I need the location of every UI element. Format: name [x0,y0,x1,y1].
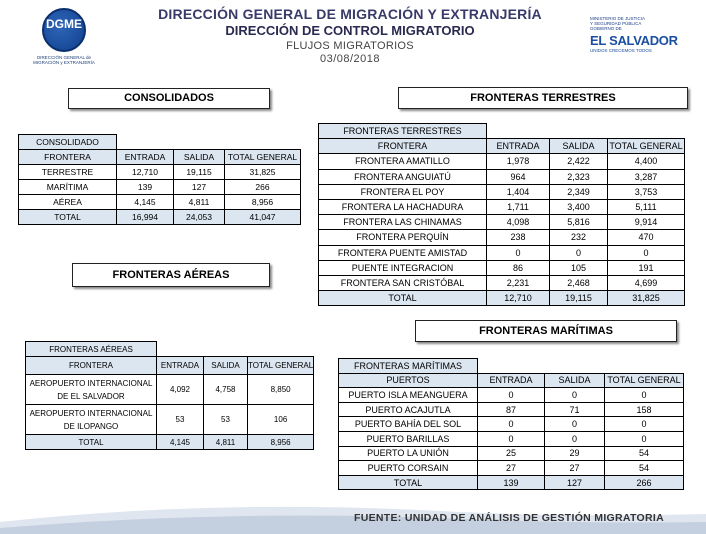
gov-logo-line3: GOBIERNO DE [590,26,622,31]
table-cell: 0 [605,388,684,403]
table-cell: MARÍTIMA [19,180,117,195]
table-cell: TOTAL [319,291,487,306]
table-cell: 27 [478,461,545,476]
table-cell: 53 [204,405,248,435]
table-cell: 1,404 [487,184,550,199]
gov-logo-name: EL SALVADOR [590,33,678,48]
table-row [339,446,684,461]
table-cell: 31,825 [225,165,301,180]
column-header: TOTAL GENERAL [605,373,684,388]
table-cell: 19,115 [550,291,608,306]
table-cell: 31,825 [608,291,685,306]
table-row [319,275,685,290]
table-row [339,461,684,476]
table-cell: 0 [478,417,545,432]
table-cell: 5,111 [608,199,685,214]
table-cell: 2,422 [550,154,608,169]
table-cell: 266 [605,475,684,490]
table-cell: 238 [487,230,550,245]
table-caption: FRONTERAS AÉREAS [26,342,157,357]
table-cell: 4,145 [157,435,204,450]
table-cell: 0 [605,431,684,446]
table-total-row [339,475,684,490]
table-cell: 3,287 [608,169,685,184]
table-row [319,260,685,275]
column-header: SALIDA [550,139,608,154]
logo-caption: DIRECCIÓN GENERAL de MIGRACIÓN y EXTRANJERÍA [33,55,95,65]
table-row [319,169,685,184]
column-header: SALIDA [174,150,225,165]
table-cell: FRONTERA AMATILLO [319,154,487,169]
report-date: 03/08/2018 [319,53,381,65]
table-cell: 3,753 [608,184,685,199]
table-cell: 12,710 [117,165,174,180]
table-cell: 3,400 [550,199,608,214]
table-row [319,199,685,214]
table-total-row [319,291,685,306]
table-cell: 232 [550,230,608,245]
table-cell: PUERTO BARILLAS [339,431,478,446]
column-header: PUERTOS [339,373,478,388]
table-cell: TOTAL [19,210,117,225]
table-cell: AÉREA [19,195,117,210]
table-cell: 127 [545,475,605,490]
column-header: ENTRADA [487,139,550,154]
table-cell: TERRESTRE [19,165,117,180]
table-cell: 2,349 [550,184,608,199]
table-cell: PUERTO CORSAIN [339,461,478,476]
table-cell: 0 [545,417,605,432]
table-cell: 29 [545,446,605,461]
column-header: TOTAL GENERAL [248,357,314,375]
table-row [19,180,301,195]
table-cell: 12,710 [487,291,550,306]
table-row [26,405,314,435]
table-cell: 19,115 [174,165,225,180]
table-cell: FRONTERA EL POY [319,184,487,199]
table-cell: 4,098 [487,215,550,230]
table-row [19,165,301,180]
table-cell: FRONTERA ANGUIATÚ [319,169,487,184]
table-cell: 127 [174,180,225,195]
table-cell: 2,231 [487,275,550,290]
table-cell: 0 [545,431,605,446]
table-cell: 0 [478,388,545,403]
gov-logo-line1: MINISTERIO DE JUSTICIA [590,16,646,21]
table-cell: 41,047 [225,210,301,225]
column-header: SALIDA [204,357,248,375]
gov-logo-line2: Y SEGURIDAD PÚBLICA [590,21,642,26]
consolidado-table [18,134,301,225]
table-row [339,417,684,432]
source-note: FUENTE: UNIDAD DE ANÁLISIS DE GESTIÓN MIGRATORIA [354,512,664,524]
table-cell: 53 [157,405,204,435]
table-cell: 0 [608,245,685,260]
table-cell: 0 [545,388,605,403]
section-heading-terrestres: FRONTERAS TERRESTRES [398,87,688,109]
section-heading-consolidados: CONSOLIDADOS [68,88,270,109]
table-cell: 54 [605,446,684,461]
table-cell: TOTAL [26,435,157,450]
table-row [319,154,685,169]
table-cell: FRONTERA PUENTE AMISTAD [319,245,487,260]
table-cell: 191 [608,260,685,275]
page-title: DIRECCIÓN GENERAL DE MIGRACIÓN Y EXTRANJERÍA [158,6,542,22]
table-header-row [26,357,314,375]
dgme-logo [28,8,100,74]
table-cell: 24,053 [174,210,225,225]
table-cell: AEROPUERTO INTERNACIONAL DE ILOPANGO [26,405,157,435]
table-cell: 1,978 [487,154,550,169]
table-cell: 4,092 [157,375,204,405]
table-header-row [319,139,685,154]
column-header: TOTAL GENERAL [225,150,301,165]
table-cell: 4,699 [608,275,685,290]
table-cell: PUERTO BAHÍA DEL SOL [339,417,478,432]
table-cell: 4,145 [117,195,174,210]
column-header: ENTRADA [117,150,174,165]
table-cell: 0 [605,417,684,432]
table-total-row [19,210,301,225]
table-cell: 27 [545,461,605,476]
section-heading-aereas: FRONTERAS AÉREAS [72,263,270,287]
table-cell: 9,914 [608,215,685,230]
table-cell: 54 [605,461,684,476]
table-cell: PUENTE INTEGRACION [319,260,487,275]
table-cell: AEROPUERTO INTERNACIONAL DE EL SALVADOR [26,375,157,405]
table-row [319,184,685,199]
table-cell: PUERTO LA UNIÓN [339,446,478,461]
table-cell: 0 [550,245,608,260]
table-cell: 470 [608,230,685,245]
table-cell: 4,811 [204,435,248,450]
column-header: FRONTERA [26,357,157,375]
table-cell: 4,400 [608,154,685,169]
table-cell: 139 [478,475,545,490]
table-cell: 0 [478,431,545,446]
table-cell: PUERTO ACAJUTLA [339,402,478,417]
table-cell: 4,758 [204,375,248,405]
table-cell: 106 [248,405,314,435]
table-header-row [339,373,684,388]
table-cell: 25 [478,446,545,461]
table-row [26,375,314,405]
table-cell: TOTAL [339,475,478,490]
maritimas-table [338,358,684,490]
table-cell: 5,816 [550,215,608,230]
table-cell: 1,711 [487,199,550,214]
table-cell: 16,994 [117,210,174,225]
table-caption: CONSOLIDADO [19,135,117,150]
column-header: ENTRADA [478,373,545,388]
table-cell: 158 [605,402,684,417]
government-logo [590,16,680,66]
column-header: FRONTERA [19,150,117,165]
table-caption: FRONTERAS MARÍTIMAS [339,359,478,374]
section-heading-maritimas: FRONTERAS MARÍTIMAS [415,320,677,342]
table-row [339,402,684,417]
table-header-row [19,150,301,165]
table-cell: FRONTERA LAS CHINAMAS [319,215,487,230]
table-row [319,215,685,230]
column-header: SALIDA [545,373,605,388]
table-caption-row [19,135,301,150]
table-cell: 2,468 [550,275,608,290]
table-cell: FRONTERA LA HACHADURA [319,199,487,214]
column-header: TOTAL GENERAL [608,139,685,154]
table-cell: FRONTERA PERQUÍN [319,230,487,245]
aereas-table [25,341,314,450]
table-cell: 8,956 [248,435,314,450]
table-total-row [26,435,314,450]
table-row [319,230,685,245]
column-header: FRONTERA [319,139,487,154]
table-cell: 266 [225,180,301,195]
terrestres-table [318,123,685,306]
table-row [319,245,685,260]
table-cell: 0 [487,245,550,260]
table-caption-row [319,124,685,139]
table-cell: 8,850 [248,375,314,405]
table-row [339,388,684,403]
table-caption-row [339,359,684,374]
column-header: ENTRADA [157,357,204,375]
gov-logo-tagline: UNIDOS CRECEMOS TODOS [590,48,652,53]
table-cell: 86 [487,260,550,275]
table-cell: 105 [550,260,608,275]
table-cell: 139 [117,180,174,195]
table-caption-row [26,342,314,357]
table-row [19,195,301,210]
table-row [339,431,684,446]
report-name: FLUJOS MIGRATORIOS [286,40,414,52]
table-cell: PUERTO ISLA MEANGUERA [339,388,478,403]
logo-letters: DGME [46,17,82,31]
table-cell: 2,323 [550,169,608,184]
table-caption: FRONTERAS TERRESTRES [319,124,487,139]
table-cell: 4,811 [174,195,225,210]
table-cell: 71 [545,402,605,417]
page-subtitle: DIRECCIÓN DE CONTROL MIGRATORIO [225,23,475,38]
table-cell: FRONTERA SAN CRISTÓBAL [319,275,487,290]
table-cell: 964 [487,169,550,184]
table-cell: 8,956 [225,195,301,210]
table-cell: 87 [478,402,545,417]
